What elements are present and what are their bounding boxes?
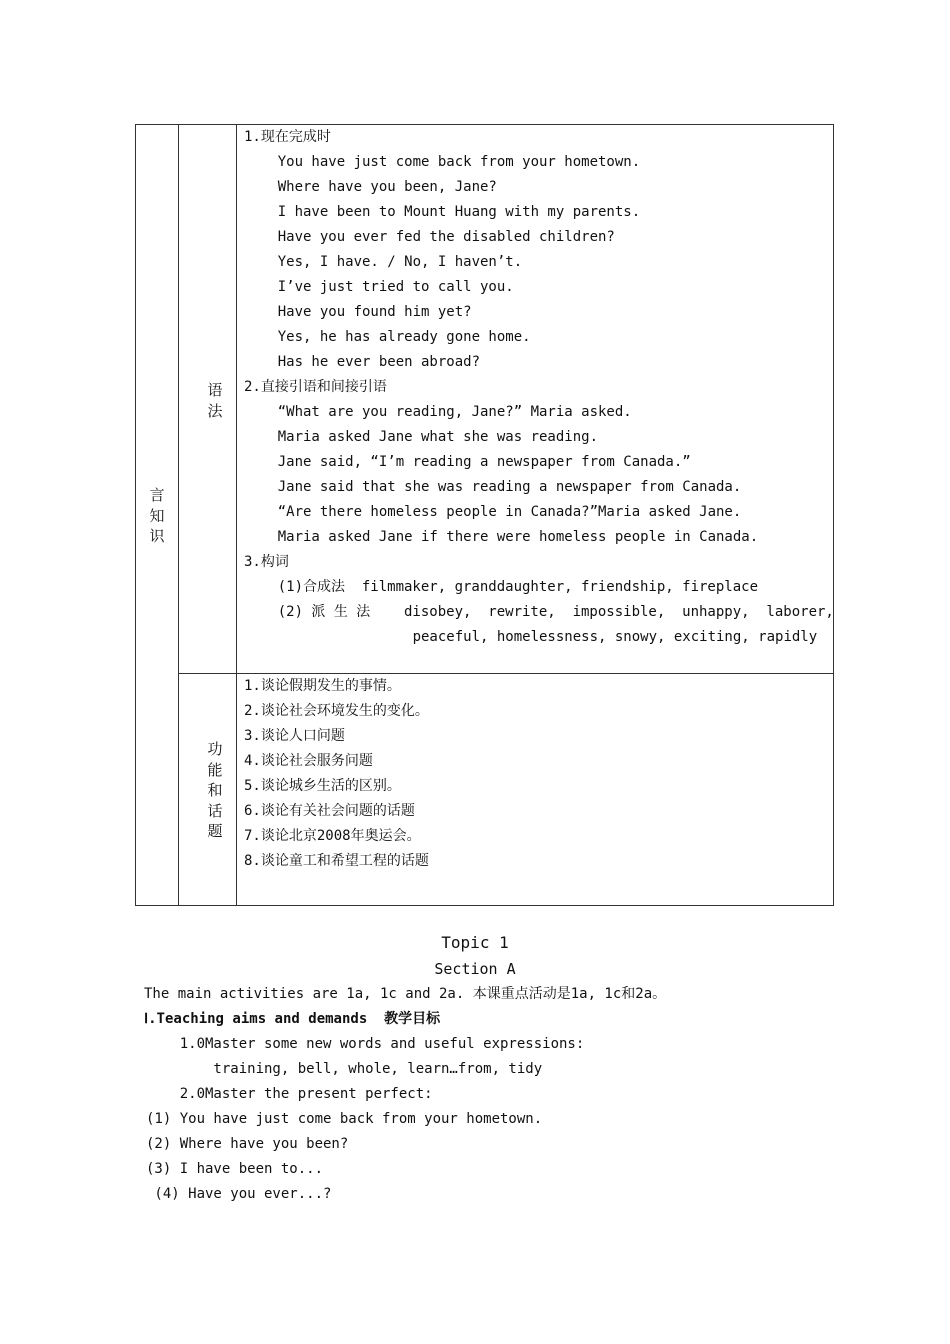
function-line: 5.谈论城乡生活的区别。 bbox=[244, 778, 401, 794]
table-col-divider-2 bbox=[236, 124, 237, 906]
section-title: Section A bbox=[434, 960, 516, 978]
grammar-line: “What are you reading, Jane?” Maria asked. bbox=[244, 404, 632, 420]
aims-line: training, bell, whole, learn…from, tidy bbox=[146, 1061, 543, 1077]
language-knowledge-label: 言 知 识 bbox=[149, 486, 165, 545]
table-bottom-border bbox=[135, 905, 834, 906]
table-right-border bbox=[833, 124, 834, 906]
aims-line: (1) You have just come back from your hometown. bbox=[146, 1111, 543, 1127]
function-line: 3.谈论人口问题 bbox=[244, 728, 345, 744]
function-line: 8.谈论童工和希望工程的话题 bbox=[244, 853, 429, 869]
aims-line: (3) I have been to... bbox=[146, 1161, 324, 1177]
grammar-line: Has he ever been abroad? bbox=[244, 354, 481, 370]
grammar-line: 3.构词 bbox=[244, 554, 289, 570]
aims-heading: Ⅰ.Teaching aims and demands 教学目标 bbox=[144, 1011, 441, 1027]
grammar-line: (1)合成法 filmmaker, granddaughter, friendship, fireplace bbox=[244, 579, 759, 595]
grammar-line: Yes, he has already gone home. bbox=[244, 329, 531, 345]
aims-line: (4) Have you ever...? bbox=[146, 1186, 332, 1202]
main-activities: The main activities are 1a, 1c and 2a. 本课重点活动是1a, 1c和2a。 bbox=[144, 986, 667, 1002]
table-col-divider-1 bbox=[178, 124, 179, 906]
function-line: 6.谈论有关社会问题的话题 bbox=[244, 803, 415, 819]
grammar-line: (2) 派 生 法 disobey, rewrite, impossible, unhappy, laborer, bbox=[244, 604, 834, 620]
grammar-line: Maria asked Jane what she was reading. bbox=[244, 429, 599, 445]
grammar-line: You have just come back from your hometown. bbox=[244, 154, 641, 170]
topic-title: Topic 1 bbox=[441, 933, 509, 952]
function-line: 7.谈论北京2008年奥运会。 bbox=[244, 828, 421, 844]
grammar-line: 2.直接引语和间接引语 bbox=[244, 379, 387, 395]
grammar-line: Maria asked Jane if there were homeless people in Canada. bbox=[244, 529, 759, 545]
grammar-line: Have you ever fed the disabled children? bbox=[244, 229, 615, 245]
function-line: 1.谈论假期发生的事情。 bbox=[244, 678, 401, 694]
table-top-border bbox=[135, 124, 834, 125]
grammar-label: 语 法 bbox=[207, 381, 223, 420]
grammar-line: Have you found him yet? bbox=[244, 304, 472, 320]
grammar-line: “Are there homeless people in Canada?”Maria asked Jane. bbox=[244, 504, 742, 520]
aims-line: 1.0Master some new words and useful expressions: bbox=[146, 1036, 585, 1052]
grammar-line: Yes, I have. / No, I haven’t. bbox=[244, 254, 523, 270]
grammar-line: 1.现在完成时 bbox=[244, 129, 331, 145]
table-left-border bbox=[135, 124, 136, 906]
grammar-line: I have been to Mount Huang with my parents. bbox=[244, 204, 641, 220]
grammar-line: Jane said, “I’m reading a newspaper from Canada.” bbox=[244, 454, 691, 470]
function-line: 4.谈论社会服务问题 bbox=[244, 753, 373, 769]
aims-line: 2.0Master the present perfect: bbox=[146, 1086, 433, 1102]
grammar-line: Jane said that she was reading a newspaper from Canada. bbox=[244, 479, 742, 495]
function-line: 2.谈论社会环境发生的变化。 bbox=[244, 703, 429, 719]
function-topic-label: 功 能 和 话 题 bbox=[207, 740, 223, 840]
aims-line: (2) Where have you been? bbox=[146, 1136, 349, 1152]
grammar-line: I’ve just tried to call you. bbox=[244, 279, 514, 295]
grammar-line: peaceful, homelessness, snowy, exciting, rapidly bbox=[244, 629, 818, 645]
grammar-line: Where have you been, Jane? bbox=[244, 179, 497, 195]
